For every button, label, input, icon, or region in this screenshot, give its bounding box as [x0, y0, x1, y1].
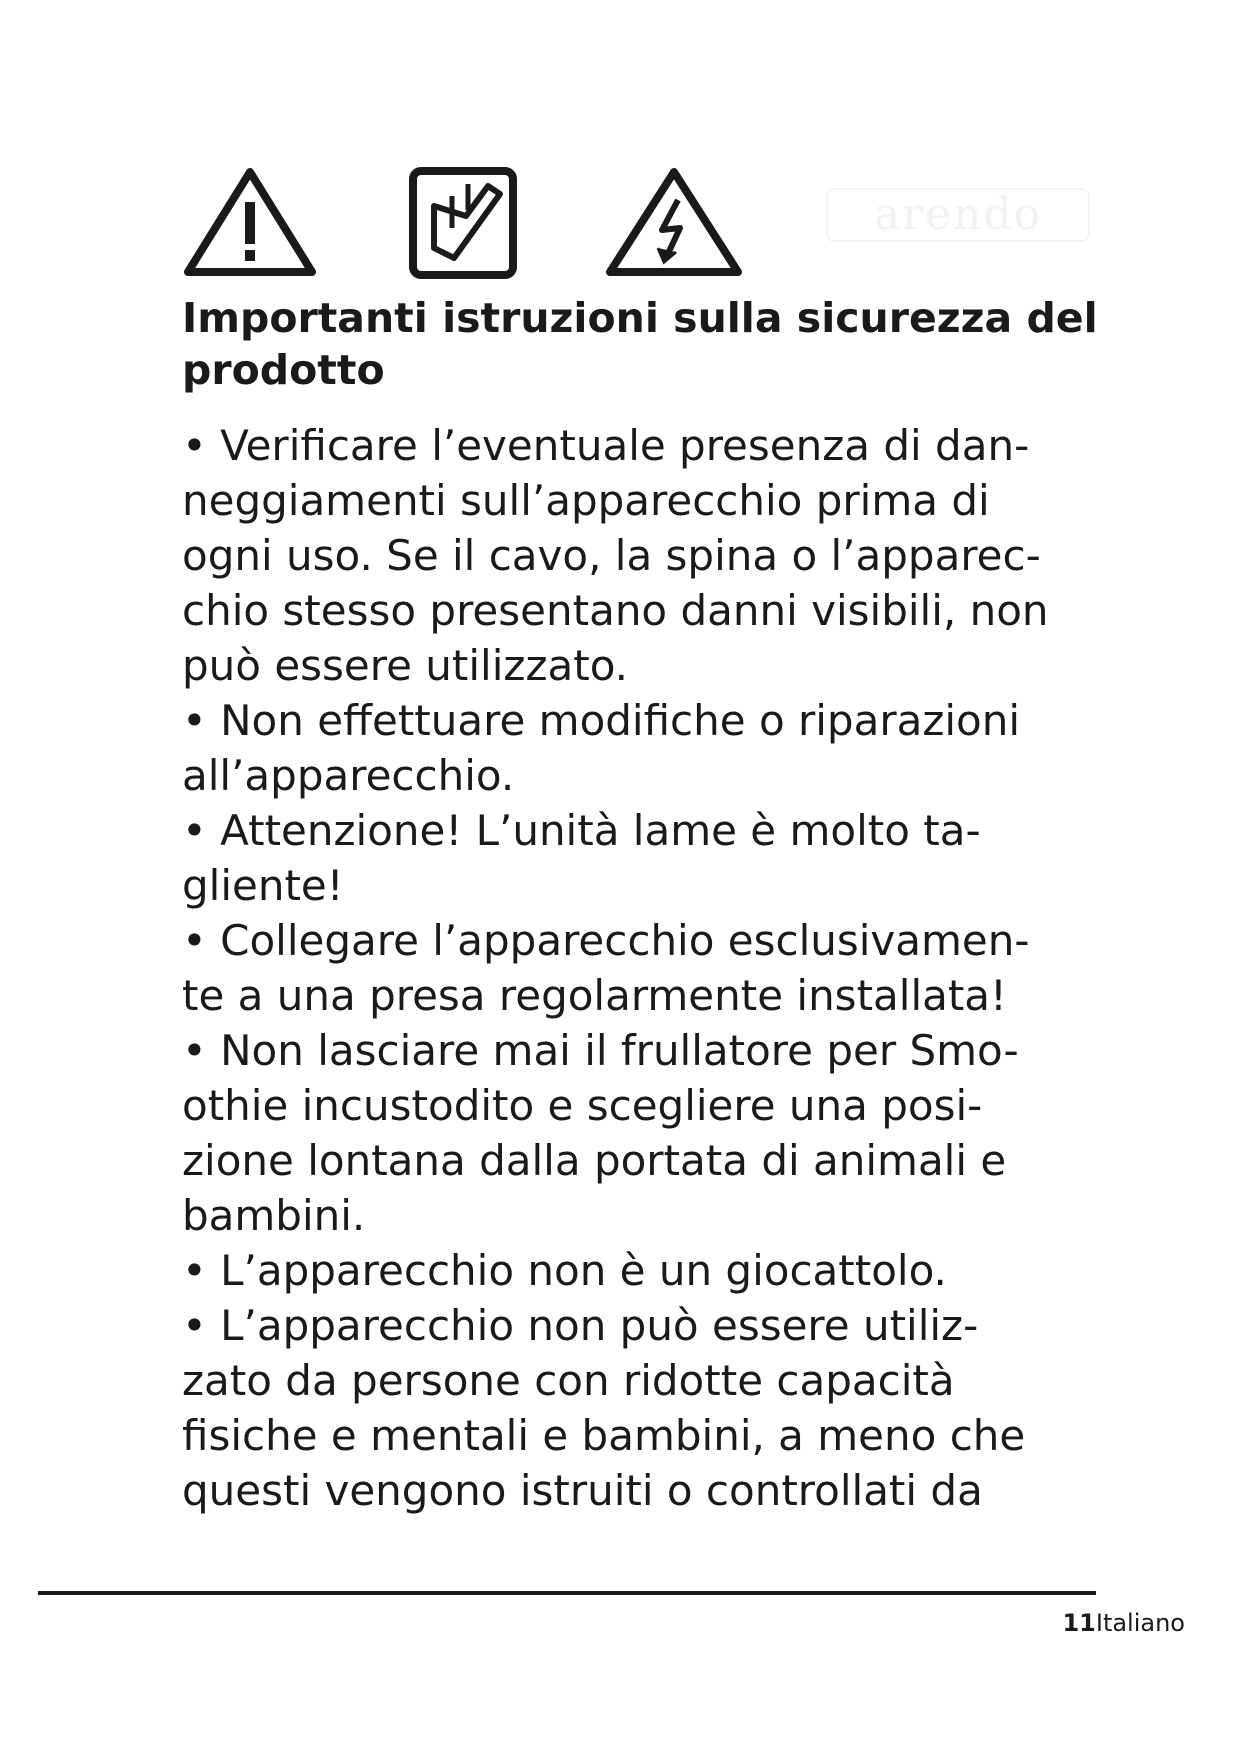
- title-line-1: Importanti istruzioni sulla sicurezza del: [182, 294, 1098, 342]
- footer-language: Italiano: [1095, 1609, 1185, 1637]
- text-line: • L’apparecchio non può essere utiliz-: [182, 1301, 979, 1350]
- text-line: • Attenzione! L’unità lame è molto ta-: [182, 806, 981, 855]
- text-line: zione lontana dalla portata di animali e: [182, 1136, 1007, 1185]
- page-title: [182, 292, 1122, 396]
- text-line: • Non lasciare mai il frullatore per Smo-: [182, 1026, 1019, 1075]
- text-line: othie incustodito e scegliere una posi-: [182, 1081, 983, 1130]
- text-line: fisiche e mentali e bambini, a meno che: [182, 1411, 1026, 1460]
- text-line: • L’apparecchio non è un giocattolo.: [182, 1246, 947, 1295]
- text-line: bambini.: [182, 1191, 366, 1240]
- title-line-2: prodotto: [182, 346, 385, 394]
- text-line: può essere utilizzato.: [182, 641, 629, 690]
- text-line: all’apparecchio.: [182, 751, 515, 800]
- page-number: 11: [1062, 1609, 1096, 1637]
- text-line: • Non effettuare modifiche o riparazioni: [182, 696, 1021, 745]
- footer-divider: [38, 1591, 1096, 1595]
- text-line: • Verificare l’eventuale presenza di dan-: [182, 421, 1030, 470]
- text-line: zato da persone con ridotte capacità: [182, 1356, 955, 1405]
- electric-hazard-icon: [604, 166, 744, 278]
- brand-watermark: arendo: [826, 188, 1090, 242]
- text-line: te a una presa regolarmente installata!: [182, 971, 1007, 1020]
- text-line: chio stesso presentano danni visibili, non: [182, 586, 1049, 635]
- read-manual-icon: [408, 166, 518, 280]
- text-line: gliente!: [182, 861, 344, 910]
- safety-instructions-text: [182, 418, 1102, 1518]
- text-line: ogni uso. Se il cavo, la spina o l’apparec-: [182, 531, 1041, 580]
- text-line: • Collegare l’apparecchio esclusivamen-: [182, 916, 1030, 965]
- page-footer: [1062, 1608, 1185, 1638]
- text-line: questi vengono istruiti o controllati da: [182, 1466, 983, 1515]
- warning-triangle-icon: [182, 166, 318, 278]
- text-line: neggiamenti sull’apparecchio prima di: [182, 476, 990, 525]
